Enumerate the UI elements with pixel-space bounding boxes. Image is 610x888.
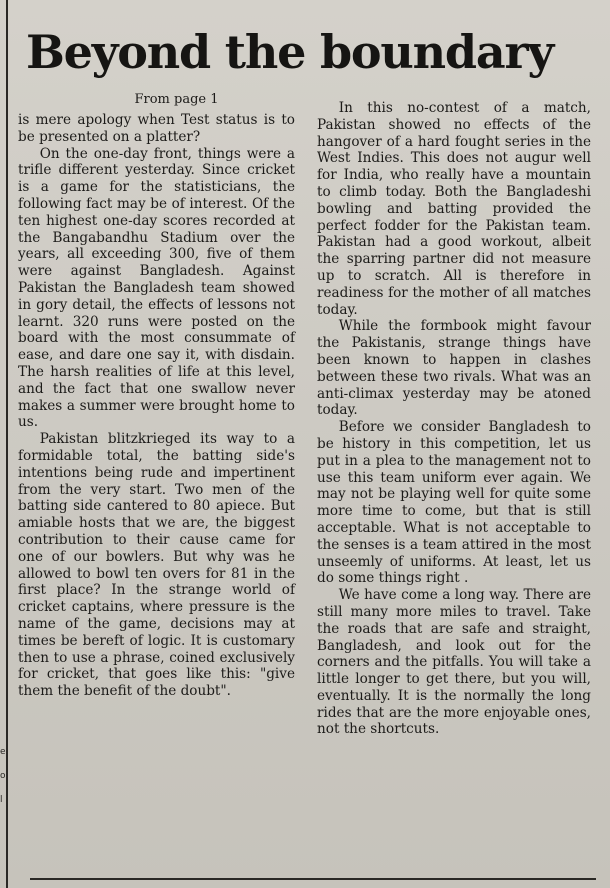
left-column-rule bbox=[6, 0, 8, 888]
edge-fragment: e bbox=[0, 747, 6, 757]
article-paragraph: Pakistan blitzkrieged its way to a formidable total, the batting side's intentions being rude and impertinent from the very start. Two men of the batting side cantered to 80 apiece. But amiable hosts that we are, the biggest contribution to their cause came for one of our bowlers. But why was he allowed to bowl ten overs for 81 in the first place? In the strange world of cricket captains, where pressure is the name of the game, decisions may at times be bereft of logic. It is customary then to use a phrase, coined exclusively for cricket, that goes like this: "give them the benefit of the doubt". bbox=[18, 431, 295, 700]
article-paragraph: We have come a long way. There are still many more miles to travel. Take the roads that are safe and straight, Bangladesh, and look out for the corners and the pitfalls. You will take a little longer to get there, but you will, eventually. It is the normally the long rides that are the more enjoyable ones, not the shortcuts. bbox=[317, 587, 591, 738]
article-column-right bbox=[317, 100, 591, 738]
adjacent-column-fragments bbox=[0, 740, 6, 880]
article-paragraph: On the one-day front, things were a trifle different yesterday. Since cricket is a game for the statisticians, the following fact may be of interest. Of the ten highest one-day scores recorded at the Bangabandhu Stadium over the years, all exceeding 300, five of them were against Bangladesh. Against Pakistan the Bangladesh team showed in gory detail, the effects of lessons not learnt. 320 runs were posted on the board with the most consummate of ease, and dare one say it, with disdain. The harsh realities of life at this level, and the fact that one swallow never makes a summer were brought home to us. bbox=[18, 145, 295, 431]
edge-fragment: l bbox=[0, 795, 3, 805]
article-column-left bbox=[18, 92, 295, 700]
article-paragraph: is mere apology when Test status is to be presented on a platter? bbox=[18, 112, 295, 145]
edge-fragment: o bbox=[0, 771, 6, 781]
article-paragraph: In this no-contest of a match, Pakistan showed no effects of the hangover of a hard fought series in the West Indies. This does not augur well for India, who really have a mountain to climb today. Both the Bangladeshi bowling and batting provided the perfect fodder for the Pakistan team. Pakistan had a good workout, albeit the sparring partner did not measure up to scratch. All is therefore in readiness for the mother of all matches today. bbox=[317, 100, 591, 318]
jump-line: From page 1 bbox=[134, 92, 219, 107]
bottom-rule bbox=[30, 878, 596, 880]
article-paragraph: Before we consider Bangladesh to be history in this competition, let us put in a plea to the management not to use this team uniform ever again. We may not be playing well for quite some more time to come, but that is still acceptable. What is not acceptable to the senses is a team attired in the most unseemly of uniforms. At least, let us do some things right . bbox=[317, 419, 591, 587]
headline: Beyond the boundary bbox=[26, 25, 554, 79]
article-paragraph: While the formbook might favour the Pakistanis, strange things have been known to happen in clashes between these two rivals. What was an anti-climax yesterday may be atoned today. bbox=[317, 318, 591, 419]
